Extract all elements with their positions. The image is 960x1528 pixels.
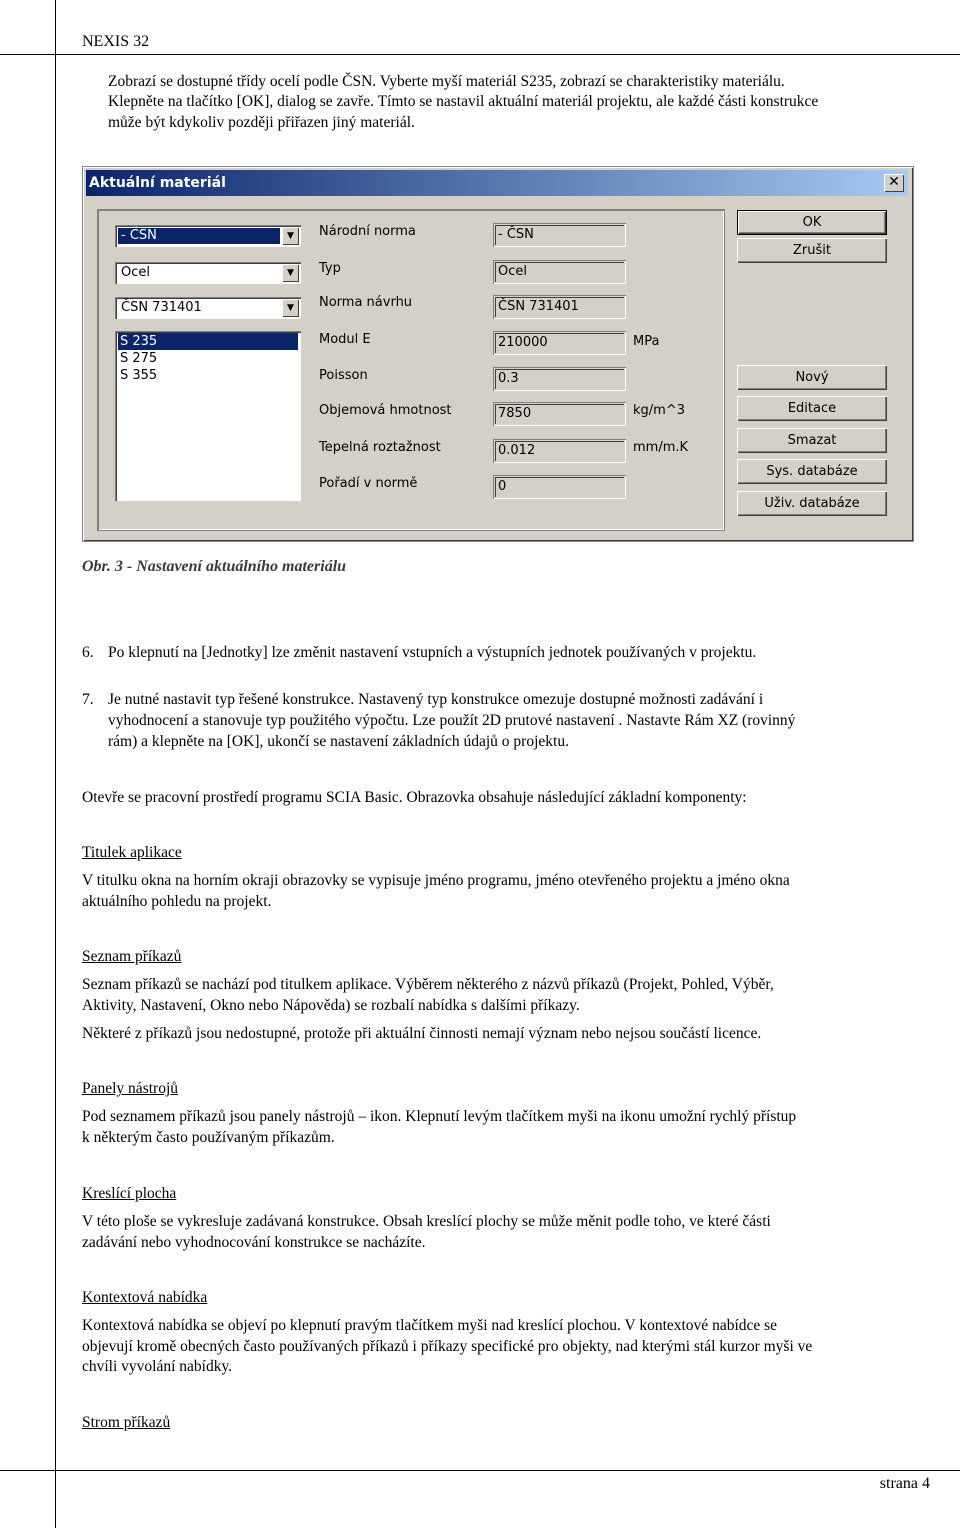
step-7-number: 7.: [82, 691, 94, 708]
type-combo[interactable]: [115, 262, 301, 284]
national-norm-combo[interactable]: [115, 225, 301, 247]
kontext-line-2: objevují kromě obecných často používaných příkazů i příkazy specifické pro objekty, nad kterými stál kurzor myši ve: [82, 1338, 813, 1355]
heading-kontext: Kontextová nabídka: [82, 1289, 208, 1306]
material-dialog: [82, 166, 914, 542]
heading-titulek: Titulek aplikace: [82, 844, 182, 861]
label-density: Objemová hmotnost: [319, 403, 452, 418]
step-7-line-3: rám) a klepněte na [OK], ukončí se nastavení základních údajů o projektu.: [108, 733, 569, 750]
kontext-line-3: chvíli vyvolání nabídky.: [82, 1358, 233, 1375]
page-header: NEXIS 32: [82, 33, 150, 50]
header-rule: [0, 54, 960, 55]
national-norm-field: [493, 223, 626, 247]
new-button[interactable]: Nový: [737, 365, 887, 390]
dialog-titlebar: [86, 170, 908, 196]
poisson-value[interactable]: 0.3: [495, 369, 624, 389]
step-7-line-1: Je nutné nastavit typ řešené konstrukce. Nastavený typ konstrukce omezuje dostupné možnosti zadávání i: [108, 691, 764, 708]
design-norm-combo[interactable]: [115, 297, 301, 319]
edit-button[interactable]: Editace: [737, 396, 887, 421]
list-item[interactable]: S 235: [118, 333, 298, 350]
seznam-line-1: Seznam příkazů se nachází pod titulkem aplikace. Výběrem některého z názvů příkazů (Projekt, Pohled, Výběr,: [82, 976, 774, 993]
label-order: Pořadí v normě: [319, 476, 418, 491]
kontext-line-1: Kontextová nabídka se objeví po klepnutí pravým tlačítkem myši nad kreslící plochou. V kontextové nabídce se: [82, 1317, 778, 1334]
unit-thermal: mm/m.K: [633, 440, 689, 455]
thermal-value[interactable]: 0.012: [495, 441, 624, 461]
label-poisson: Poisson: [319, 368, 368, 383]
density-field[interactable]: [493, 402, 626, 426]
close-icon[interactable]: ✕: [884, 174, 904, 192]
type-combo-value: Ocel: [121, 265, 150, 280]
order-field[interactable]: [493, 475, 626, 499]
national-norm-combo-value: - ČSN: [118, 228, 280, 244]
user-database-button[interactable]: Uživ. databáze: [737, 491, 887, 516]
titulek-line-1: V titulku okna na horním okraji obrazovky se vypisuje jméno programu, jméno otevřeného projektu a jméno okna: [82, 872, 790, 889]
seznam-line-2: Aktivity, Nastavení, Okno nebo Nápověda) se rozbalí nabídka s dalšími příkazy.: [82, 997, 580, 1014]
chevron-down-icon[interactable]: ▼: [282, 264, 299, 282]
seznam-line-3: Některé z příkazů jsou nedostupné, protože při aktuální činnosti nemají význam nebo nejsou součástí licence.: [82, 1025, 762, 1042]
thermal-field[interactable]: [493, 439, 626, 463]
panely-line-2: k některým často používaným příkazům.: [82, 1129, 335, 1146]
list-item[interactable]: S 275: [120, 351, 158, 366]
dialog-title: Aktuální materiál: [89, 175, 226, 191]
type-field: [493, 260, 626, 284]
workspace-intro: Otevře se pracovní prostředí programu SCIA Basic. Obrazovka obsahuje následující základní komponenty:: [82, 789, 747, 806]
label-modulus: Modul E: [319, 332, 371, 347]
label-national-norm: Národní norma: [319, 224, 416, 239]
figure-caption: Obr. 3 - Nastavení aktuálního materiálu: [82, 558, 347, 575]
sys-database-button[interactable]: Sys. databáze: [737, 459, 887, 484]
step-6-number: 6.: [82, 644, 94, 661]
footer-rule: [0, 1470, 960, 1471]
kreslici-line-1: V této ploše se vykresluje zadávaná konstrukce. Obsah kreslící plochy se může měnit podle toho, ve které části: [82, 1213, 771, 1230]
design-norm-field: [493, 295, 626, 319]
modulus-value[interactable]: 210000: [495, 333, 624, 353]
poisson-field[interactable]: [493, 367, 626, 391]
national-norm-value: - ČSN: [495, 225, 624, 245]
intro-line-3: může být kdykoliv později přiřazen jiný materiál.: [108, 114, 415, 131]
heading-strom: Strom příkazů: [82, 1414, 171, 1431]
heading-panely: Panely nástrojů: [82, 1080, 178, 1097]
label-design-norm: Norma návrhu: [319, 295, 413, 310]
chevron-down-icon[interactable]: ▼: [282, 227, 299, 245]
step-6-text: Po klepnutí na [Jednotky] lze změnit nastavení vstupních a výstupních jednotek používaných v projektu.: [108, 644, 757, 661]
list-item[interactable]: S 355: [120, 368, 158, 383]
kreslici-line-2: zadávání nebo vyhodnocování konstrukce se nacházíte.: [82, 1234, 426, 1251]
modulus-field[interactable]: [493, 331, 626, 355]
design-norm-value: ČSN 731401: [495, 297, 624, 317]
cancel-button[interactable]: Zrušit: [737, 238, 887, 263]
delete-button[interactable]: Smazat: [737, 428, 887, 453]
material-list[interactable]: [115, 331, 301, 501]
chevron-down-icon[interactable]: ▼: [282, 299, 299, 317]
intro-line-1: Zobrazí se dostupné třídy ocelí podle ČSN. Vyberte myší materiál S235, zobrazí se charakteristiky materiálu.: [108, 73, 785, 90]
left-margin-rule: [55, 0, 56, 1528]
titulek-line-2: aktuálního pohledu na projekt.: [82, 893, 272, 910]
panely-line-1: Pod seznamem příkazů jsou panely nástrojů – ikon. Klepnutí levým tlačítkem myši na ikonu umožní rychlý přístup: [82, 1108, 797, 1125]
label-thermal: Tepelná roztažnost: [319, 440, 441, 455]
step-7-line-2: vyhodnocení a stanovuje typ použitého výpočtu. Lze použít 2D prutové nastavení . Nastavte Rám XZ (rovinný: [108, 712, 796, 729]
type-value: Ocel: [495, 262, 624, 282]
label-type: Typ: [319, 261, 341, 276]
order-value[interactable]: 0: [495, 477, 624, 497]
heading-kreslici: Kreslící plocha: [82, 1185, 177, 1202]
page-number: strana 4: [879, 1475, 930, 1492]
density-value[interactable]: 7850: [495, 404, 624, 424]
unit-modulus: MPa: [633, 334, 660, 349]
unit-density: kg/m^3: [633, 403, 685, 418]
heading-seznam: Seznam příkazů: [82, 948, 182, 965]
ok-button[interactable]: OK: [737, 210, 887, 235]
design-norm-combo-value: ČSN 731401: [121, 300, 202, 315]
intro-line-2: Klepněte na tlačítko [OK], dialog se zavře. Tímto se nastavil aktuální materiál projektu, ale každé části konstrukce: [108, 93, 819, 110]
